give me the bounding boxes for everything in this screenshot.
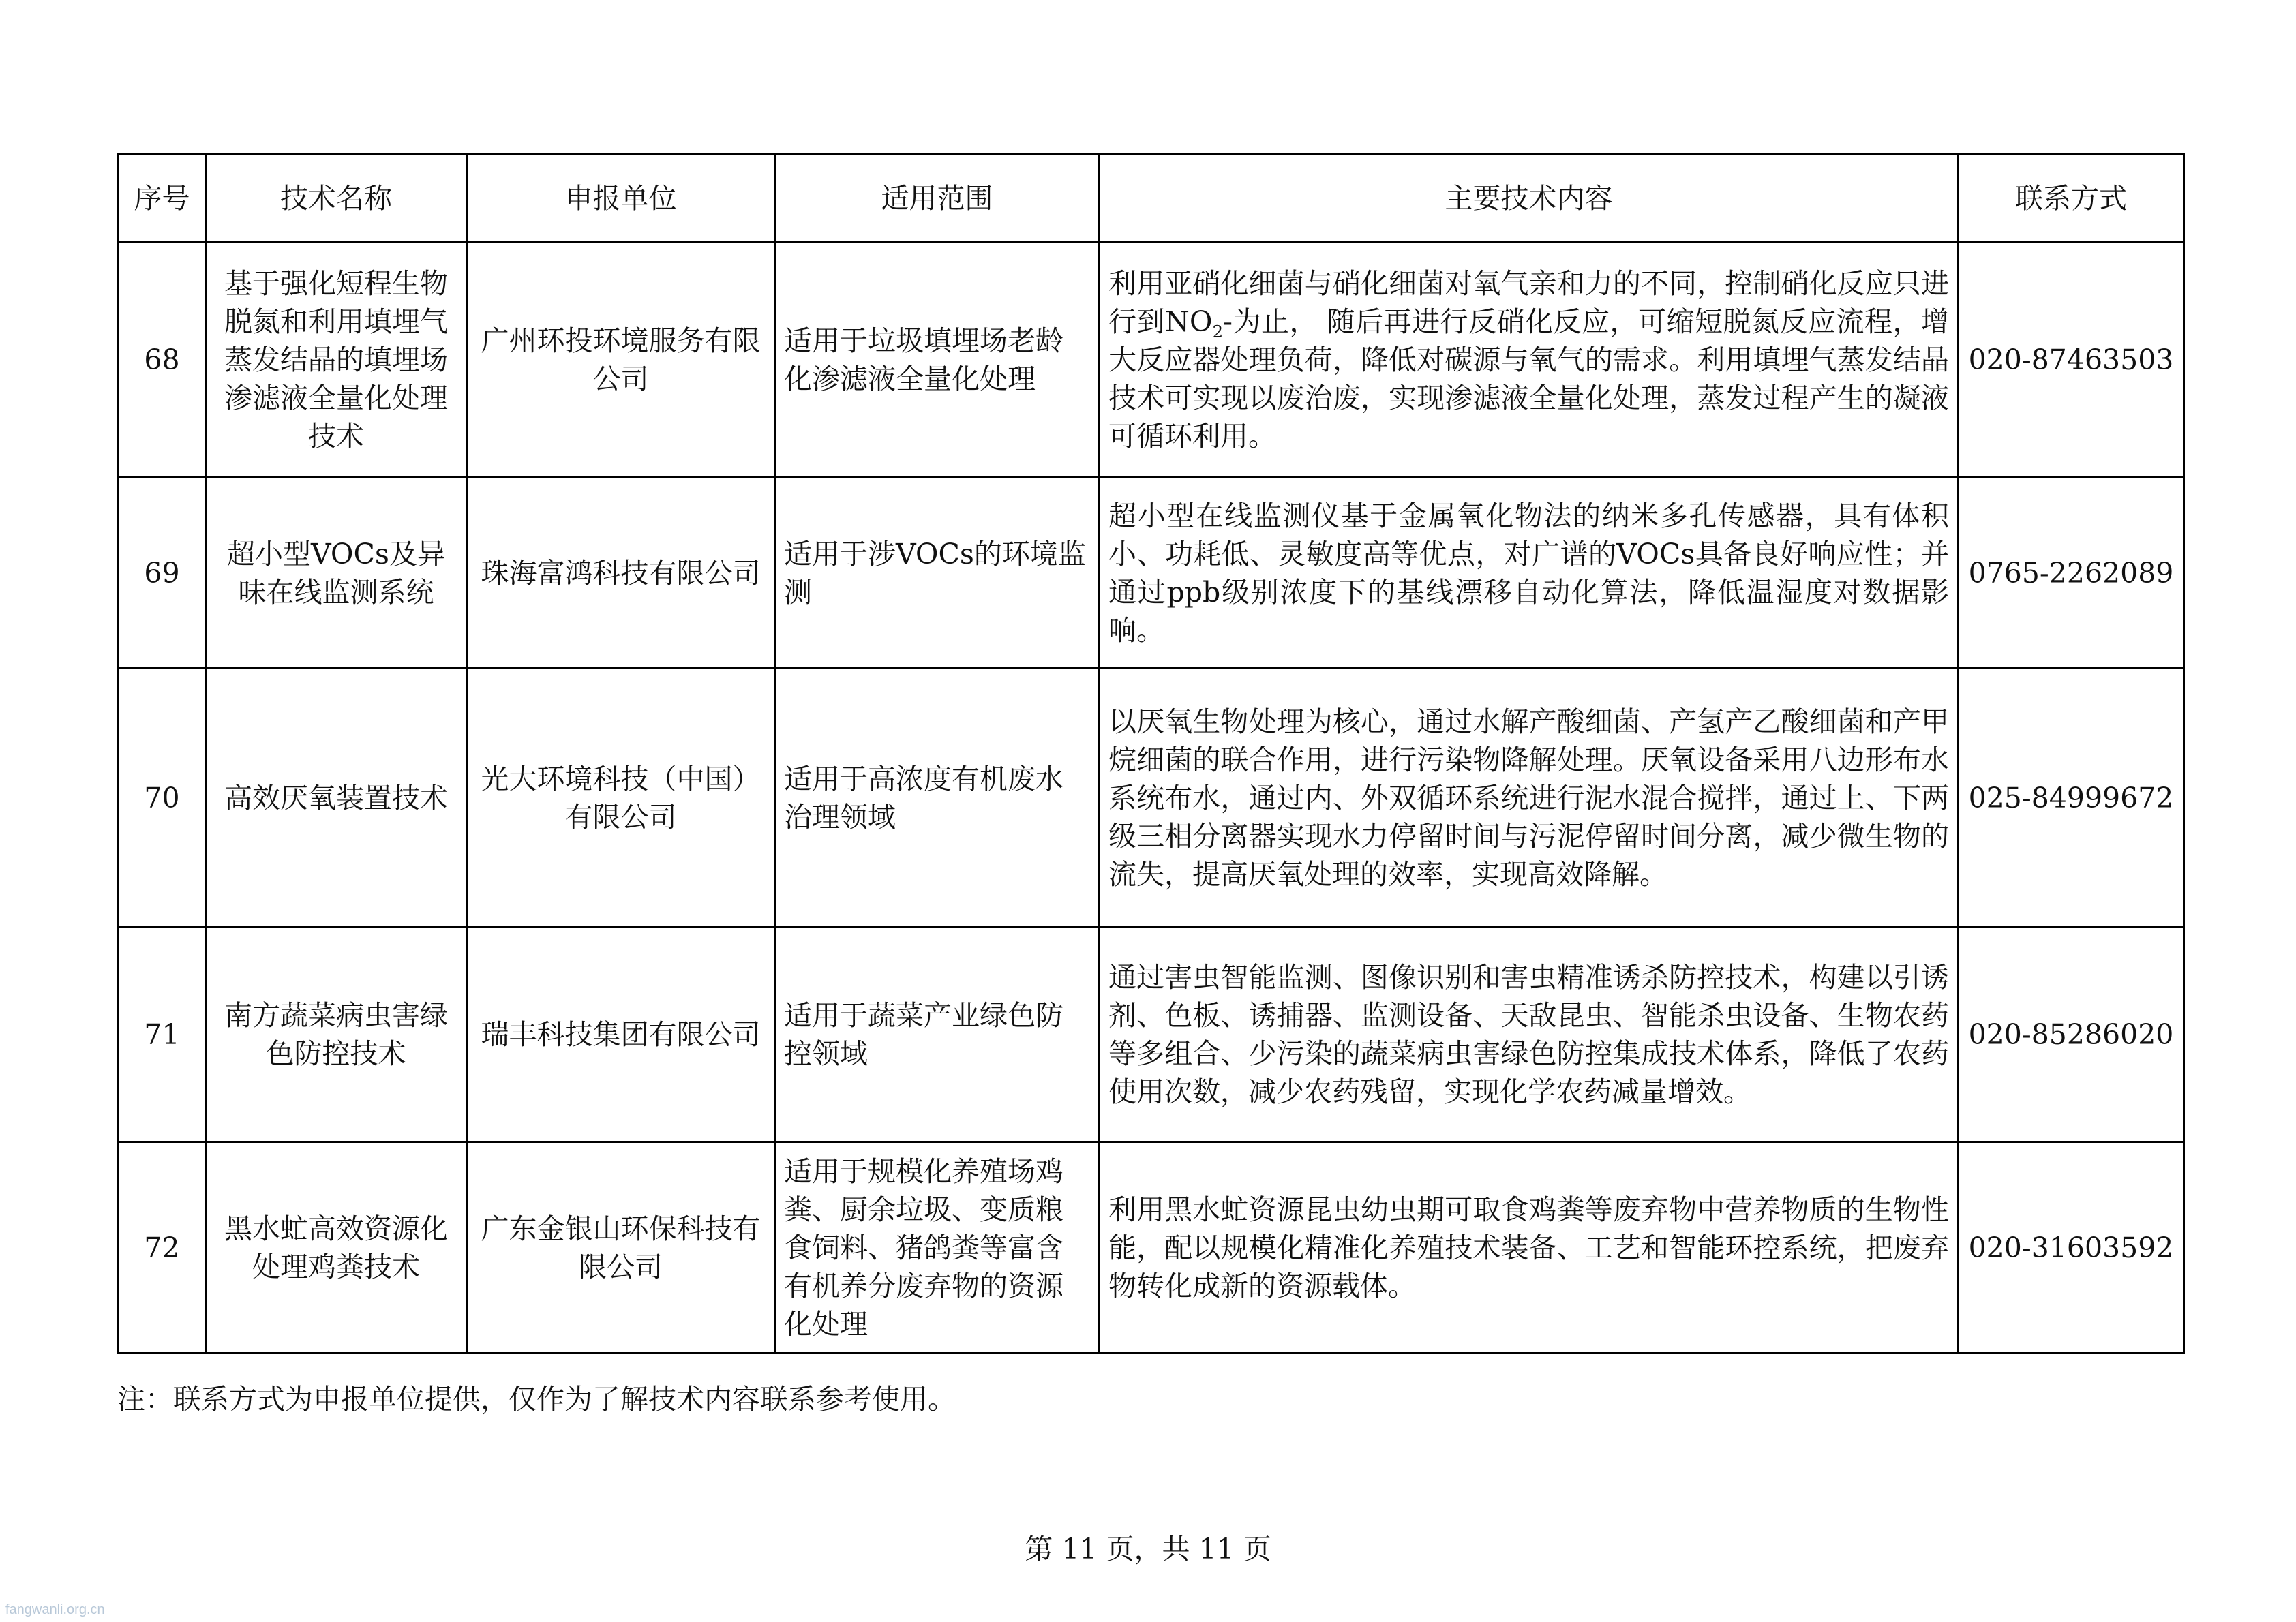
cell-unit: 广州环投环境服务有限公司 <box>467 243 775 478</box>
header-contact: 联系方式 <box>1959 155 2184 243</box>
cell-content: 通过害虫智能监测、图像识别和害虫精准诱杀防控技术，构建以引诱剂、色板、诱捕器、监测设备、天敌昆虫、智能杀虫设备、生物农药等多组合、少污染的蔬菜病虫害绿色防控集成技术体系，降低了农药使用次数，减少农药残留，实现化学农药减量增效。 <box>1100 928 1959 1142</box>
cell-name: 黑水虻高效资源化处理鸡粪技术 <box>206 1142 467 1353</box>
cell-content: 超小型在线监测仪基于金属氧化物法的纳米多孔传感器，具有体积小、功耗低、灵敏度高等优点，对广谱的VOCs具备良好响应性；并通过ppb级别浓度下的基线漂移自动化算法，降低温湿度对数据影响。 <box>1100 478 1959 669</box>
cell-unit: 广东金银山环保科技有限公司 <box>467 1142 775 1353</box>
cell-content: 利用黑水虻资源昆虫幼虫期可取食鸡粪等废弃物中营养物质的生物性能，配以规模化精准化养殖技术装备、工艺和智能环控系统，把废弃物转化成新的资源载体。 <box>1100 1142 1959 1353</box>
cell-scope: 适用于高浓度有机废水治理领域 <box>775 669 1100 928</box>
cell-contact: 020-87463503 <box>1959 243 2184 478</box>
cell-contact: 025-84999672 <box>1959 669 2184 928</box>
cell-seq: 68 <box>119 243 206 478</box>
table-row <box>119 478 2184 669</box>
table-row <box>119 928 2184 1142</box>
cell-seq: 71 <box>119 928 206 1142</box>
cell-content: 以厌氧生物处理为核心，通过水解产酸细菌、产氢产乙酸细菌和产甲烷细菌的联合作用，进行污染物降解处理。厌氧设备采用八边形布水系统布水，通过内、外双循环系统进行泥水混合搅拌，通过上、下两级三相分离器实现水力停留时间与污泥停留时间分离，减少微生物的流失，提高厌氧处理的效率，实现高效降解。 <box>1100 669 1959 928</box>
tech-table <box>117 153 2185 1354</box>
table-row <box>119 669 2184 928</box>
cell-seq: 70 <box>119 669 206 928</box>
cell-contact: 0765-2262089 <box>1959 478 2184 669</box>
cell-scope: 适用于规模化养殖场鸡粪、厨余垃圾、变质粮食饲料、猪鸽粪等富含有机养分废弃物的资源化处理 <box>775 1142 1100 1353</box>
cell-unit: 瑞丰科技集团有限公司 <box>467 928 775 1142</box>
cell-name: 基于强化短程生物脱氮和利用填埋气蒸发结晶的填埋场渗滤液全量化处理技术 <box>206 243 467 478</box>
cell-name: 超小型VOCs及异味在线监测系统 <box>206 478 467 669</box>
cell-scope: 适用于垃圾填埋场老龄化渗滤液全量化处理 <box>775 243 1100 478</box>
cell-name: 南方蔬菜病虫害绿色防控技术 <box>206 928 467 1142</box>
cell-seq: 72 <box>119 1142 206 1353</box>
cell-content-pre: 利用亚硝化细菌与硝化细菌对氧气亲和力的不同，控制硝化反应只进行到NO <box>1108 267 1949 338</box>
table-note: 注：联系方式为申报单位提供，仅作为了解技术内容联系参考使用。 <box>117 1383 956 1416</box>
header-seq: 序号 <box>119 155 206 243</box>
header-name: 技术名称 <box>206 155 467 243</box>
cell-unit: 光大环境科技（中国）有限公司 <box>467 669 775 928</box>
header-unit: 申报单位 <box>467 155 775 243</box>
cell-content-post: -为止， 随后再进行反硝化反应，可缩短脱氮反应流程，增大反应器处理负荷，降低对碳源与氧气的需求。利用填埋气蒸发结晶技术可实现以废治废，实现渗滤液全量化处理，蒸发过程产生的凝液可循环利用。 <box>1108 305 1949 453</box>
cell-contact: 020-31603592 <box>1959 1142 2184 1353</box>
cell-contact: 020-85286020 <box>1959 928 2184 1142</box>
cell-content-sub: 2 <box>1212 322 1224 342</box>
cell-content <box>1100 243 1959 478</box>
cell-name: 高效厌氧装置技术 <box>206 669 467 928</box>
cell-unit: 珠海富鸿科技有限公司 <box>467 478 775 669</box>
page-footer: 第 11 页，共 11 页 <box>1025 1533 1271 1565</box>
table-row <box>119 243 2184 478</box>
header-content: 主要技术内容 <box>1100 155 1959 243</box>
cell-scope: 适用于蔬菜产业绿色防控领域 <box>775 928 1100 1142</box>
tech-table-wrapper <box>117 153 2183 1354</box>
cell-seq: 69 <box>119 478 206 669</box>
watermark-text: fangwanli.org.cn <box>5 1602 105 1617</box>
header-scope: 适用范围 <box>775 155 1100 243</box>
table-header-row <box>119 155 2184 243</box>
table-row <box>119 1142 2184 1353</box>
cell-scope: 适用于涉VOCs的环境监测 <box>775 478 1100 669</box>
